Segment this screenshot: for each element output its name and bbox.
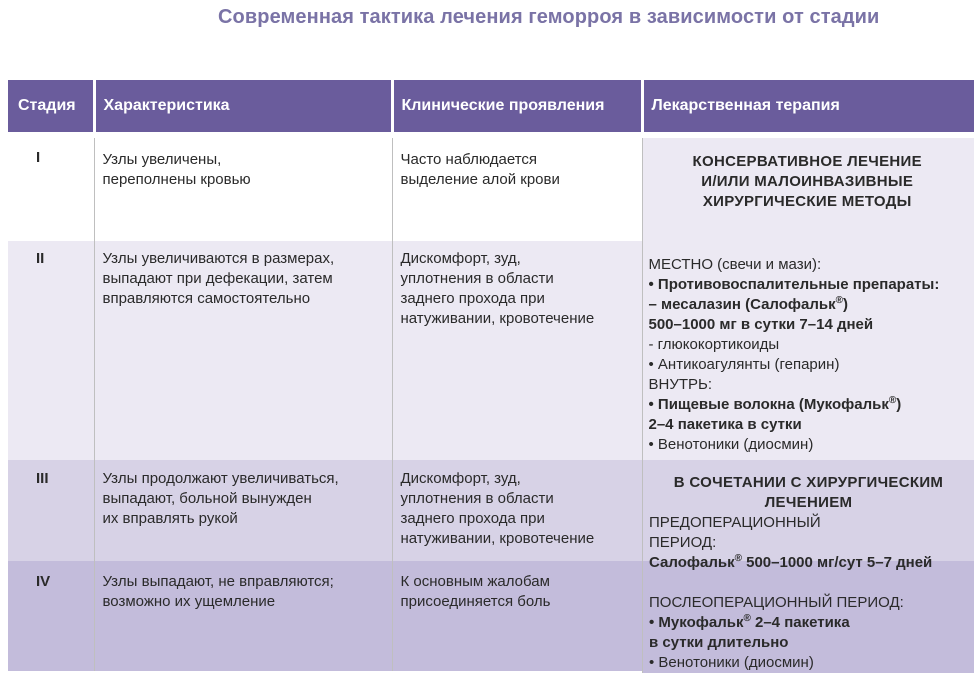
therapy-heading-line: И/ИЛИ МАЛОИНВАЗИВНЫЕ [701,173,914,190]
text-line: Узлы увеличиваются в размерах, [102,250,335,267]
stage-cell: IV [8,561,94,671]
therapy-heading-line: ХИРУРГИЧЕСКИЕ МЕТОДЫ [702,193,912,210]
header-clinical: Клинические проявления [392,80,642,132]
text-line: Узлы увеличены, [102,151,222,168]
clinical-cell [392,241,642,460]
text-line: выпадают при дефекации, затем [102,270,333,287]
therapy-heading-line: КОНСЕРВАТИВНОЕ ЛЕЧЕНИЕ [692,153,922,170]
therapy-line: - глюкокортикоиды [648,336,780,353]
therapy-line: ПЕРИОД: [649,534,717,551]
therapy-cell-surgical [642,461,974,673]
text-line: их вправлять рукой [102,510,238,527]
text-line: уплотнения в области [400,490,554,507]
therapy-cell [642,241,974,460]
text-line: Узлы выпадают, не вправляются; [102,573,334,590]
therapy-line: • Мукофальк® 2–4 пакетика [649,613,850,631]
text-line: выпадают, больной вынужден [102,490,312,507]
table-row [8,241,974,460]
text-line: Узлы продолжают увеличиваться, [102,470,339,487]
header-stage: Стадия [8,80,94,132]
therapy-line: 2–4 пакетика в сутки [648,416,802,433]
text-line: заднего прохода при [400,510,545,527]
therapy-line: • Венотоники (диосмин) [648,436,814,453]
therapy-line: • Противовоспалительные препараты: [648,276,940,293]
therapy-line: ПРЕДОПЕРАЦИОННЫЙ [649,514,821,531]
therapy-line: • Венотоники (диосмин) [649,654,814,671]
page-title: Современная тактика лечения геморроя в зависимости от стадии [218,6,880,28]
characteristic-cell [94,561,392,671]
therapy-line: • Пищевые волокна (Мукофальк®) [648,395,902,413]
table-header-row [8,80,974,132]
characteristic-cell [94,460,392,561]
text-line: Дискомфорт, зуд, [400,250,521,267]
therapy-heading-line: ЛЕЧЕНИЕМ [764,494,853,511]
therapy-line: ВНУТРЬ: [648,376,713,393]
therapy-line: ПОСЛЕОПЕРАЦИОННЫЙ ПЕРИОД: [649,594,904,611]
therapy-line: Салофальк® 500–1000 мг/сут 5–7 дней [649,553,933,571]
clinical-cell [392,460,642,561]
stage-cell: I [8,138,94,241]
characteristic-cell [94,138,392,241]
text-line: переполнены кровью [102,171,251,188]
stage-cell: III [8,460,94,561]
text-line: Часто наблюдается [400,151,538,168]
text-line: вправляются самостоятельно [102,290,311,307]
text-line: натуживании, кровотечение [400,310,595,327]
header-characteristic: Характеристика [94,80,392,132]
text-line: выделение алой крови [400,171,560,188]
stage-cell: II [8,241,94,460]
therapy-heading-line: В СОЧЕТАНИИ С ХИРУРГИЧЕСКИМ [673,474,944,491]
therapy-line: МЕСТНО (свечи и мази): [648,256,822,273]
text-line: Дискомфорт, зуд, [400,470,521,487]
text-line: натуживании, кровотечение [400,530,595,547]
clinical-cell [392,561,642,671]
header-therapy: Лекарственная терапия [642,80,974,132]
table-row [8,138,974,241]
therapy-cell [642,138,974,241]
text-line: присоединяется боль [400,593,551,610]
text-line: уплотнения в области [400,270,554,287]
therapy-line: – месалазин (Салофальк®) [648,295,849,313]
therapy-line: • Антикоагулянты (гепарин) [648,356,840,373]
text-line: К основным жалобам [400,573,550,590]
therapy-line: 500–1000 мг в сутки 7–14 дней [648,316,874,333]
characteristic-cell [94,241,392,460]
clinical-cell [392,138,642,241]
text-line: возможно их ущемление [102,593,276,610]
therapy-line: в сутки длительно [649,634,789,651]
text-line: заднего прохода при [400,290,545,307]
